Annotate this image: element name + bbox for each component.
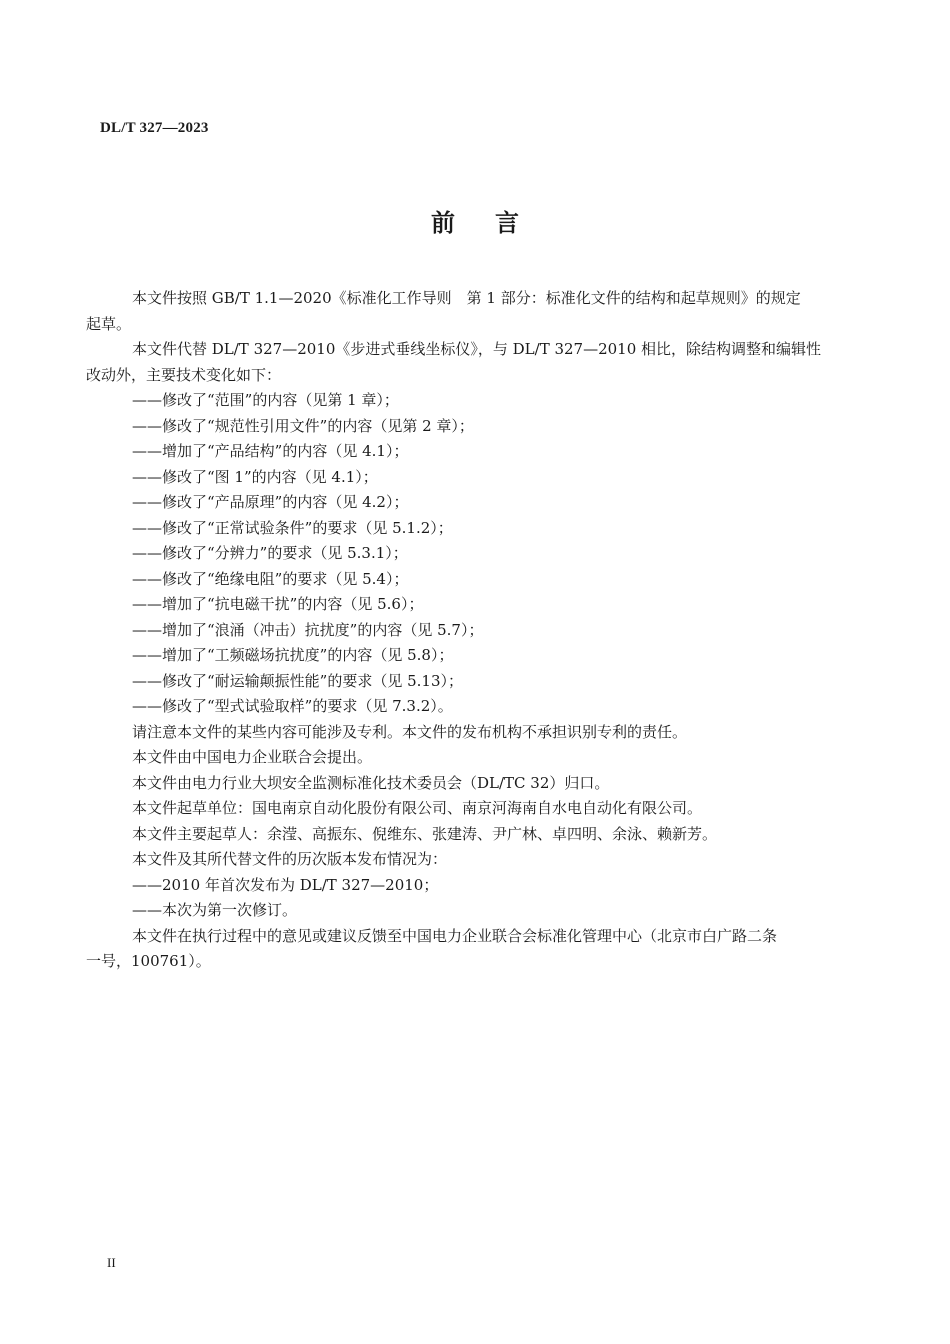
list-item: ——增加了“工频磁场抗扰度”的内容（见 5.8）； [132,646,454,664]
paragraph-line: 本文件由中国电力企业联合会提出。 [132,748,373,766]
paragraph-line: 本文件主要起草人：余滢、高振东、倪维东、张建涛、尹广林、卓四明、余泳、赖新芳。 [132,824,718,843]
list-item: ——修改了“图 1”的内容（见 4.1）； [132,467,378,486]
list-item: ——修改了“耐运输颠振性能”的要求（见 5.13）； [132,671,464,690]
paragraph-line: 一号，100761）。 [86,952,211,970]
paragraph-line: 本文件起草单位：国电南京自动化股份有限公司、南京河海南自水电自动化有限公司。 [132,799,703,817]
paragraph-line: 改动外，主要技术变化如下： [86,365,282,384]
list-item: ——修改了“分辨力”的要求（见 5.3.1）； [132,544,408,562]
list-item: ——增加了“浪涌（冲击）抗扰度”的内容（见 5.7）； [132,620,484,639]
list-item: ——增加了“产品结构”的内容（见 4.1）； [132,442,409,460]
paragraph-line: 本文件在执行过程中的意见或建议反馈至中国电力企业联合会标准化管理中心（北京市白广路二条 [132,926,778,945]
paragraph-line: 本文件由电力行业大坝安全监测标准化技术委员会（DL/TC 32）归口。 [132,773,610,792]
document-body [86,286,856,975]
list-item: ——修改了“产品原理”的内容（见 4.2）； [132,493,409,511]
list-item: ——修改了“规范性引用文件”的内容（见第 2 章）； [132,416,474,435]
paragraph-line: 请注意本文件的某些内容可能涉及专利。本文件的发布机构不承担识别专利的责任。 [132,722,688,741]
list-item: ——修改了“范围”的内容（见第 1 章）； [132,391,399,409]
page-number: II [107,1255,116,1270]
list-item: ——本次为第一次修订。 [132,901,298,919]
document-code: DL/T 327—2023 [100,120,209,136]
list-item: ——增加了“抗电磁干扰”的内容（见 5.6）； [132,595,424,613]
paragraph-line: 本文件及其所代替文件的历次版本发布情况为： [132,850,448,868]
list-item: ——修改了“绝缘电阻”的要求（见 5.4）； [132,569,409,588]
paragraph-line: 起草。 [86,314,132,333]
page-title: 前言 [431,209,559,237]
list-item: ——修改了“型式试验取样”的要求（见 7.3.2）。 [132,697,453,715]
paragraph-line: 本文件按照 GB/T 1.1—2020《标准化工作导则 第 1 部分：标准化文件的结构和起草规则》的规定 [132,289,801,307]
list-item: ——2010 年首次发布为 DL/T 327—2010； [132,875,439,894]
paragraph-line: 本文件代替 DL/T 327—2010《步进式垂线坐标仪》，与 DL/T 327—2010 相比，除结构调整和编辑性 [132,340,822,358]
list-item: ——修改了“正常试验条件”的要求（见 5.1.2）； [132,518,453,537]
